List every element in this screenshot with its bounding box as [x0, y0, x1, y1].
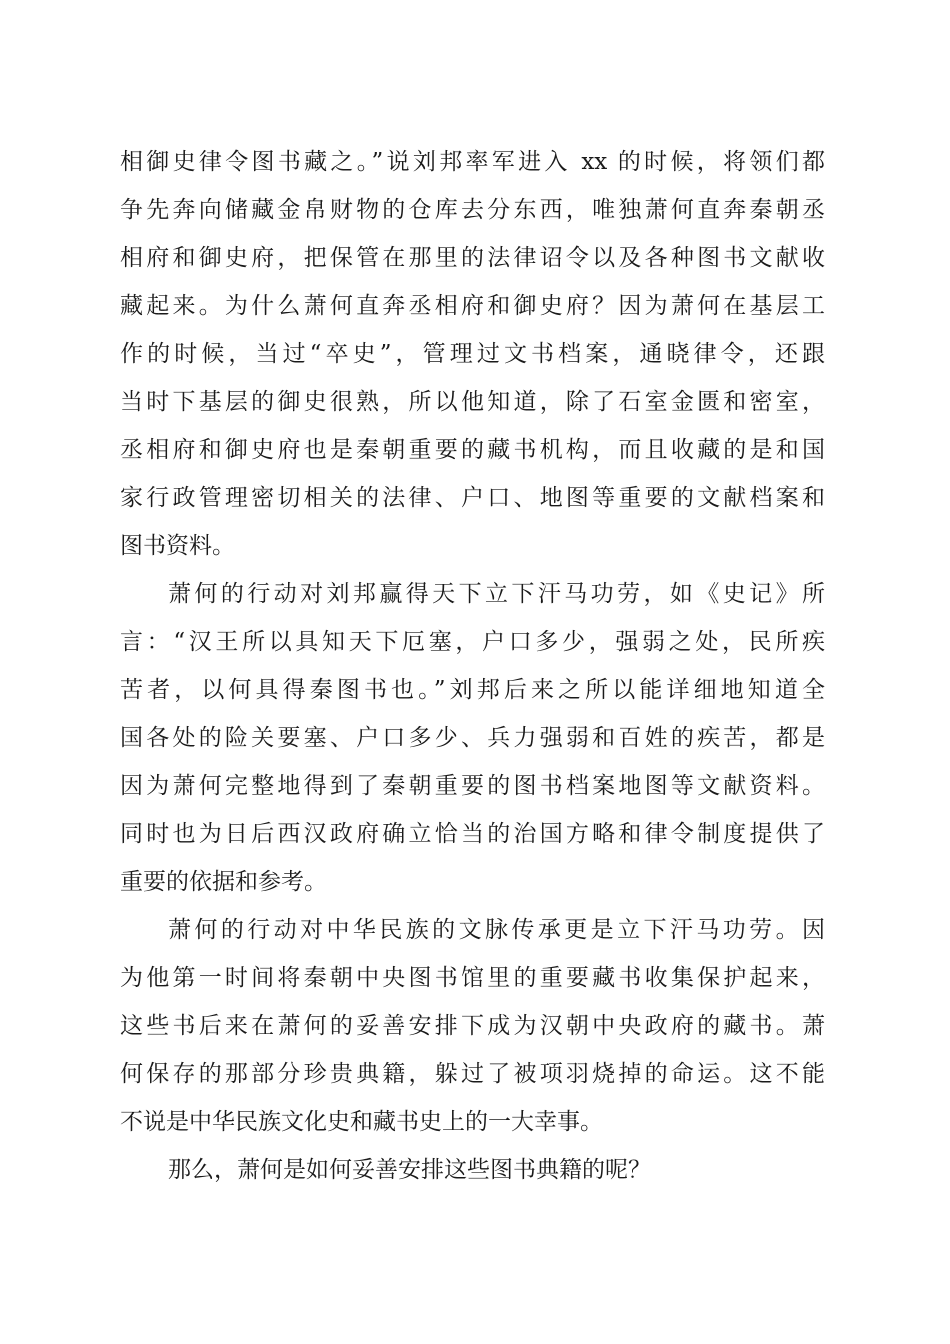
text-line: 这些书后来在萧何的妥善安排下成为汉朝中央政府的藏书。萧 — [120, 1013, 825, 1039]
text-line: 家行政管理密切相关的法律、户口、地图等重要的文献档案和 — [120, 485, 825, 511]
text-line: 重要的依据和参考。 — [120, 869, 327, 895]
text-line: 不说是中华民族文化史和藏书史上的一大幸事。 — [120, 1109, 603, 1135]
text-line: 因为萧何完整地得到了秦朝重要的图书档案地图等文献资料。 — [120, 773, 825, 799]
text-line: 作的时候，当过“卒史”，管理过文书档案，通晓律令，还跟 — [120, 341, 825, 367]
paragraph-first-line: 萧何的行动对中华民族的文脉传承更是立下汗马功劳。因 — [168, 917, 825, 943]
text-line: 争先奔向储藏金帛财物的仓库去分东西，唯独萧何直奔秦朝丞 — [120, 197, 825, 223]
text-line: 苦者，以何具得秦图书也。”刘邦后来之所以能详细地知道全 — [120, 677, 825, 703]
paragraph-first-line: 萧何的行动对刘邦赢得天下立下汗马功劳，如《史记》所 — [168, 581, 825, 607]
text-line: 当时下基层的御史很熟，所以他知道，除了石室金匮和密室， — [120, 389, 825, 415]
text-line: 图书资料。 — [120, 533, 235, 559]
text-line: 言：“汉王所以具知天下厄塞，户口多少，强弱之处，民所疾 — [120, 629, 825, 655]
paragraph-first-line: 那么，萧何是如何妥善安排这些图书典籍的呢？ — [168, 1157, 651, 1183]
text-line: 同时也为日后西汉政府确立恰当的治国方略和律令制度提供了 — [120, 821, 825, 847]
text-line: 丞相府和御史府也是秦朝重要的藏书机构，而且收藏的是和国 — [120, 437, 825, 463]
text-line: 相御史律令图书藏之。”说刘邦率军进入 xx 的时候，将领们都 — [120, 149, 825, 175]
text-line: 何保存的那部分珍贵典籍，躲过了被项羽烧掉的命运。这不能 — [120, 1061, 825, 1087]
text-line: 国各处的险关要塞、户口多少、兵力强弱和百姓的疾苦，都是 — [120, 725, 825, 751]
text-line: 相府和御史府，把保管在那里的法律诏令以及各种图书文献收 — [120, 245, 825, 271]
text-line: 藏起来。为什么萧何直奔丞相府和御史府？因为萧何在基层工 — [120, 293, 825, 319]
text-line: 为他第一时间将秦朝中央图书馆里的重要藏书收集保护起来， — [120, 965, 825, 991]
